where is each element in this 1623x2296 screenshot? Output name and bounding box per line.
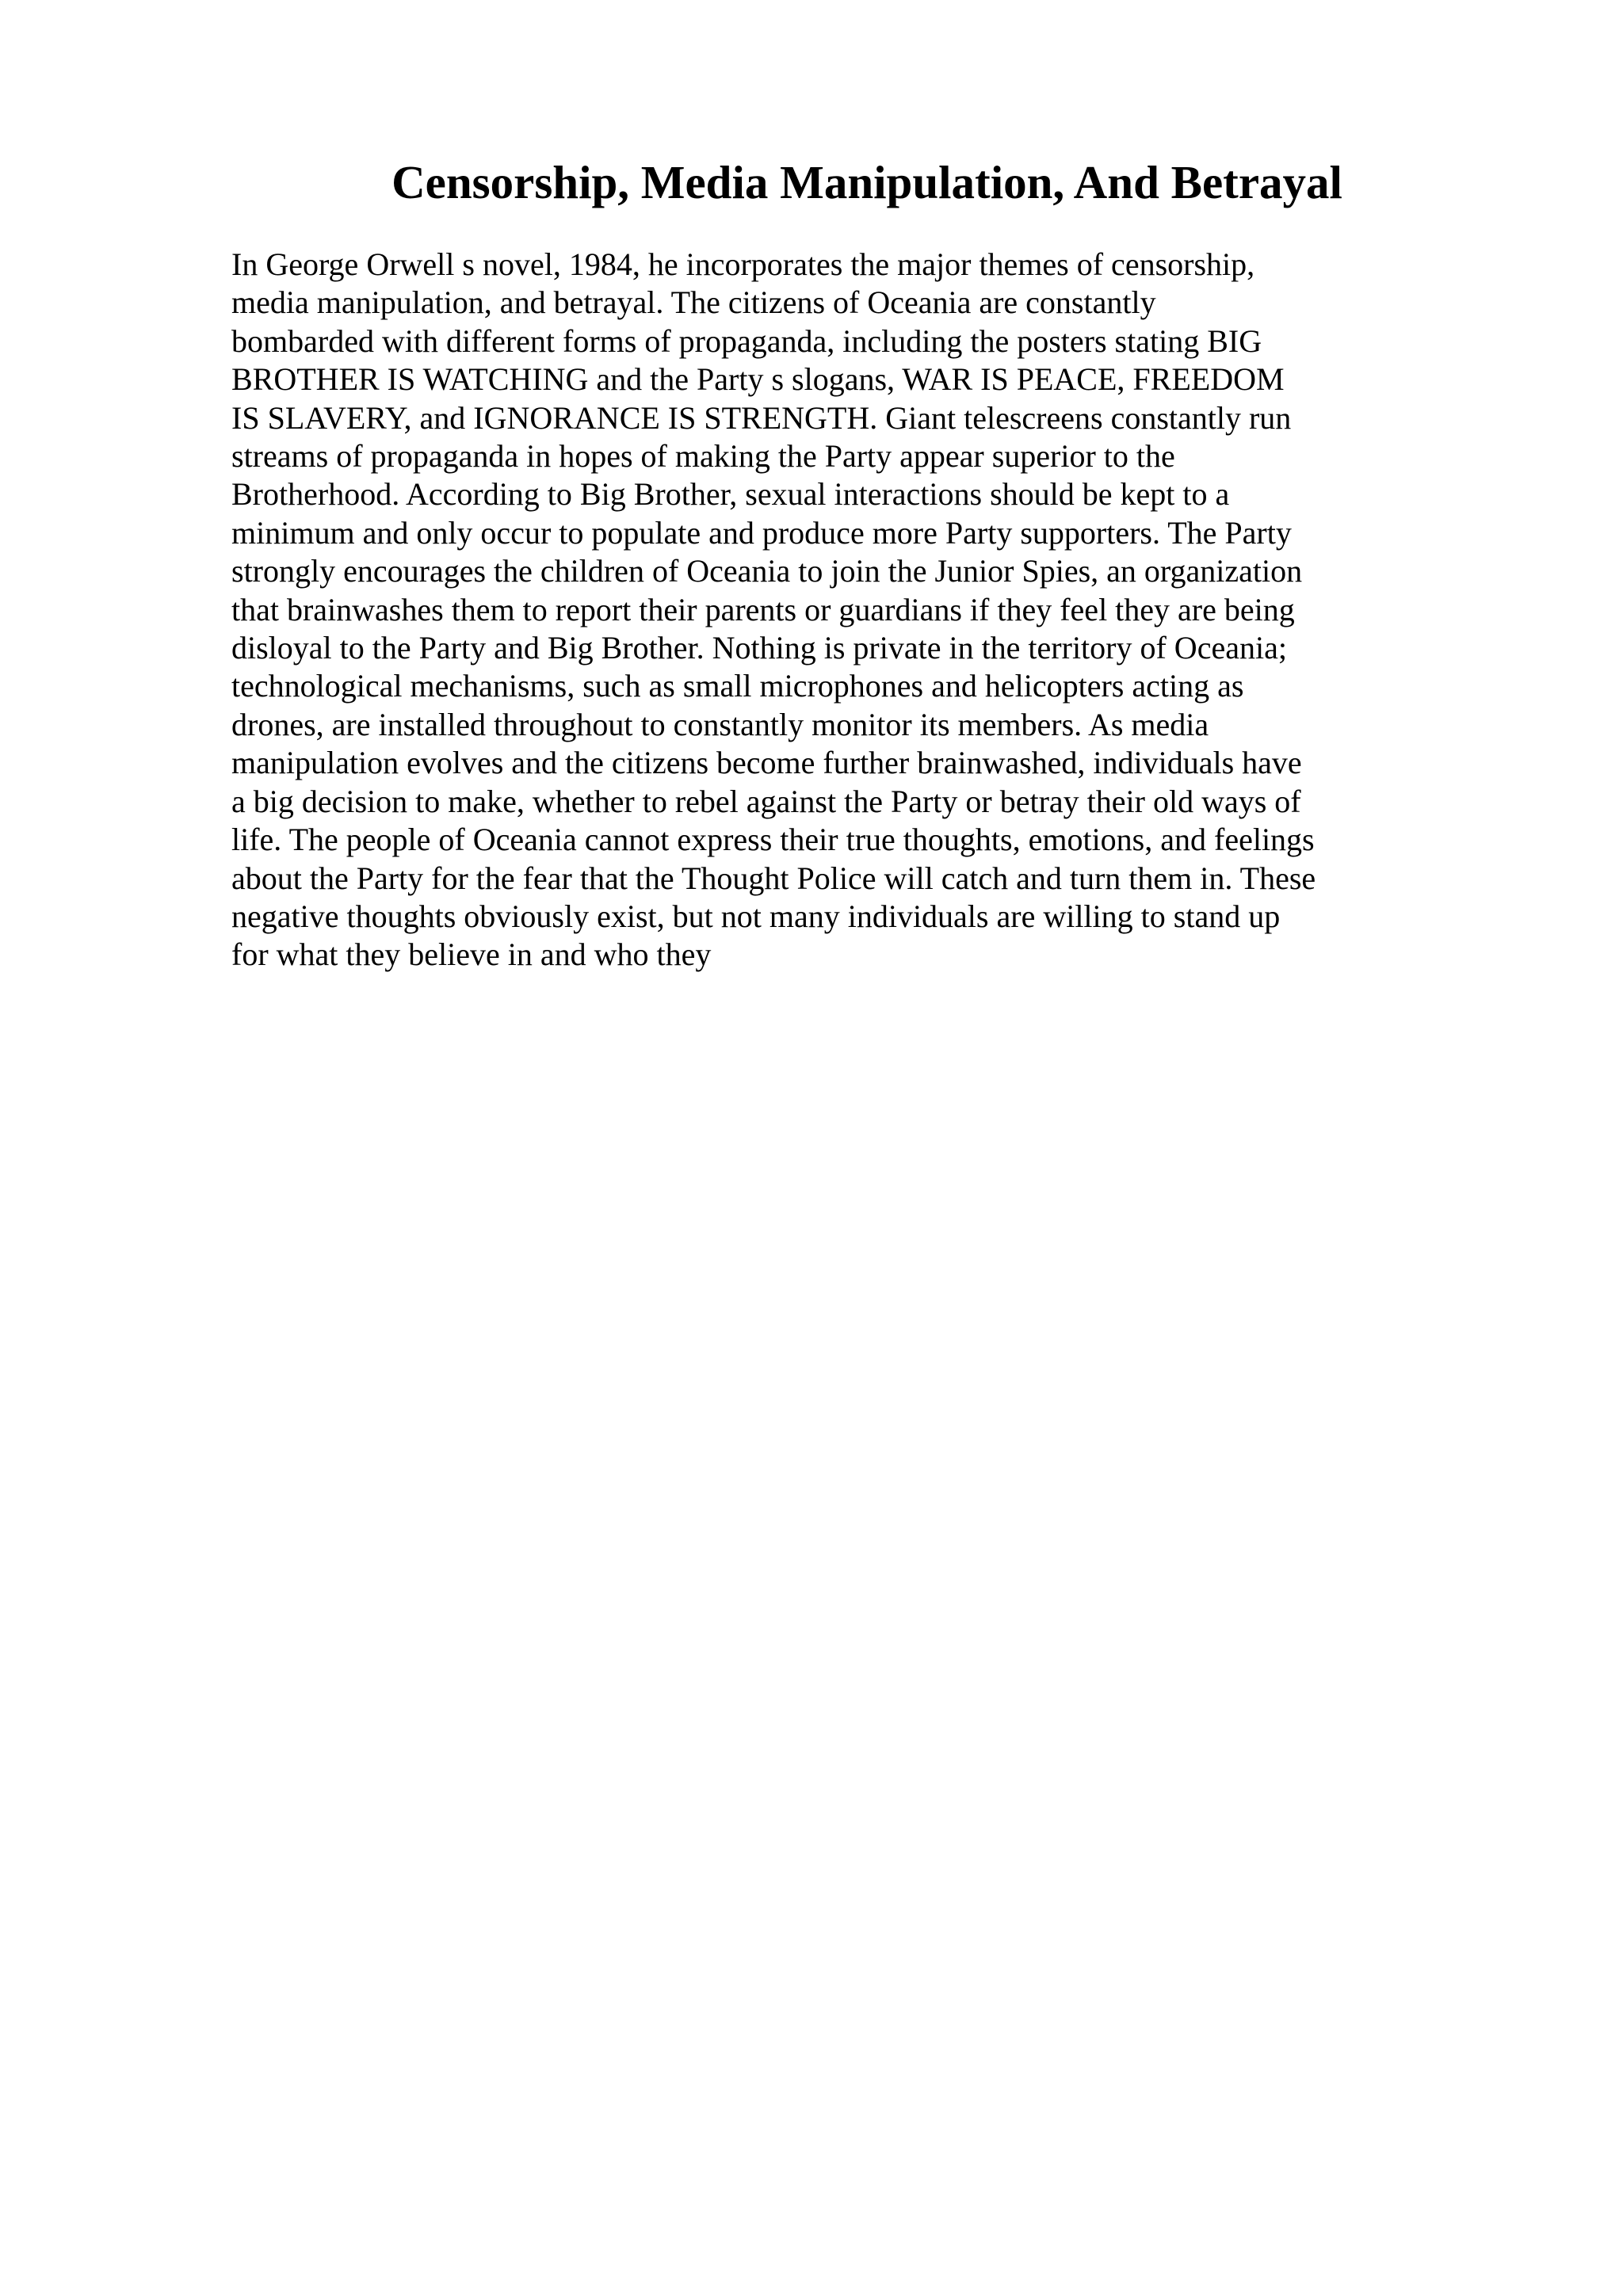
page-title: Censorship, Media Manipulation, And Betrayal xyxy=(391,156,1342,208)
body-paragraph: In George Orwell s novel, 1984, he incorporates the major themes of censorship, media manipulation, and betrayal. The citizens of Oceania are constantly bombarded with different forms of propaganda, including the posters stating BIG BROTHER IS WATCHING and the Party s slogans, WAR IS PEACE, FREEDOM IS SLAVERY, and IGNORANCE IS STRENGTH. Giant telescreens constantly run streams of propaganda in hopes of making the Party appear superior to the Brotherhood. According to Big Brother, sexual interactions should be kept to a minimum and only occur to populate and produce more Party supporters. The Party strongly encourages the children of Oceania to join the Junior Spies, an organization that brainwashes them to report their parents or guardians if they feel they are being disloyal to the Party and Big Brother. Nothing is private in the territory of Oceania; technological mechanisms, such as small microphones and helicopters acting as drones, are installed throughout to constantly monitor its members. As media manipulation evolves and the citizens become further brainwashed, individuals have a big decision to make, whether to rebel against the Party or betray their old ways of life. The people of Oceania cannot express their true thoughts, emotions, and feelings about the Party for the fear that the Thought Police will catch and turn them in. These negative thoughts obviously exist, but not many individuals are willing to stand up for what they believe in and who they xyxy=(231,246,1316,973)
